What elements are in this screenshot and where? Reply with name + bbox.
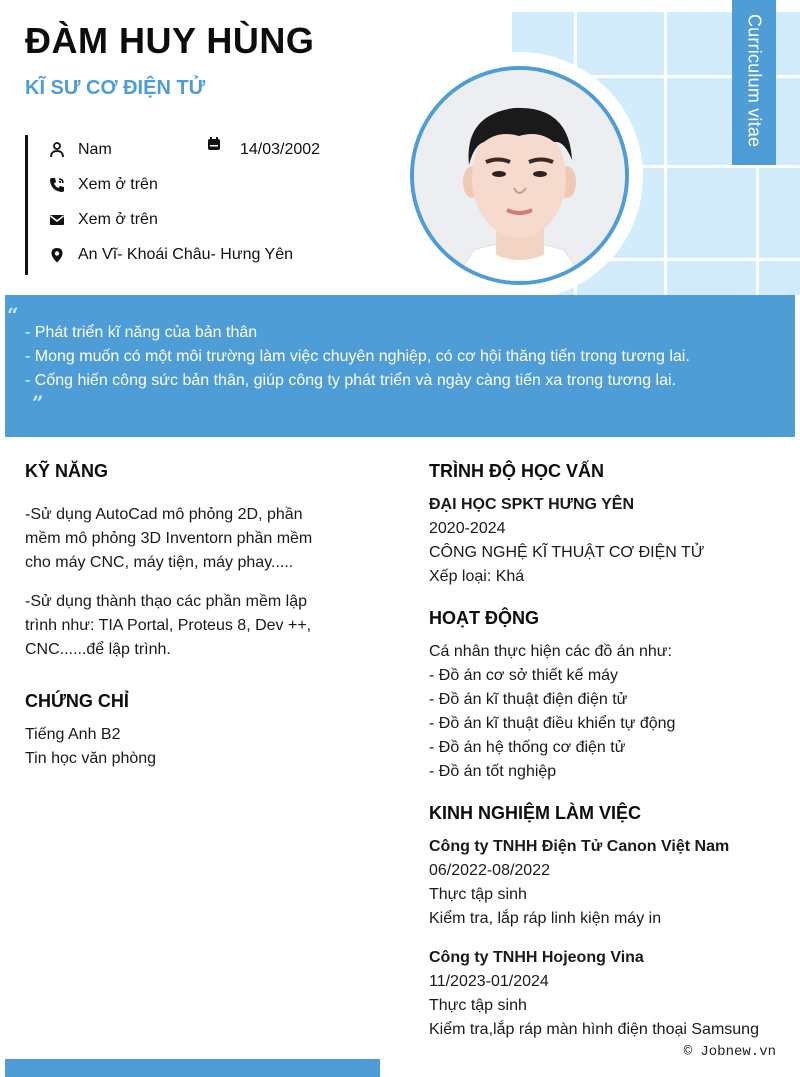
grid-line xyxy=(664,12,667,295)
activity-item: - Đồ án kĩ thuật điều khiển tự động xyxy=(429,715,676,732)
calendar-icon xyxy=(205,135,223,153)
certificates-heading: CHỨNG CHỈ xyxy=(25,691,129,711)
phone-icon xyxy=(48,176,66,194)
job-title: KĨ SƯ CƠ ĐIỆN TỬ xyxy=(25,77,206,99)
personal-info-block xyxy=(25,135,395,275)
candidate-name: ĐÀM HUY HÙNG xyxy=(25,20,315,61)
info-address xyxy=(48,243,293,267)
activities-intro: Cá nhân thực hiện các đồ án như: xyxy=(429,643,672,660)
info-email xyxy=(48,208,158,232)
activity-item: - Đồ án cơ sở thiết kế máy xyxy=(429,667,619,684)
cv-tab-label: Curriculum vitae xyxy=(744,14,765,148)
skill-line: trình như: TIA Portal, Proteus 8, Dev ++, xyxy=(25,617,312,634)
info-birthday xyxy=(205,132,243,156)
education-heading: TRÌNH ĐỘ HỌC VẤN xyxy=(429,461,604,481)
info-birthday-value xyxy=(240,138,320,162)
open-quote-icon: “ xyxy=(7,303,19,327)
education-block xyxy=(429,493,704,589)
skill-line: -Sử dụng AutoCad mô phỏng 2D, phần xyxy=(25,506,303,523)
envelope-icon xyxy=(48,211,66,229)
certificates-list xyxy=(25,723,156,771)
close-quote-icon: ” xyxy=(32,391,44,415)
activities-heading: HOẠT ĐỘNG xyxy=(429,608,539,628)
birthday-value: 14/03/2002 xyxy=(240,141,321,158)
education-major: CÔNG NGHỆ KĨ THUẬT CƠ ĐIỆN TỬ xyxy=(429,544,705,561)
bottom-accent-bar xyxy=(5,1059,380,1077)
skill-item xyxy=(25,590,311,662)
phone-value: Xem ở trên xyxy=(78,176,158,193)
objective-line: - Mong muốn có một môi trường làm việc chuyên nghiệp, có cơ hội thăng tiến trong tương lai. xyxy=(25,348,690,365)
activity-item: - Đồ án kĩ thuật điện điện tử xyxy=(429,691,628,708)
job-period: 11/2023-01/2024 xyxy=(429,973,549,990)
certificate-item: Tiếng Anh B2 xyxy=(25,726,121,743)
portrait-image xyxy=(414,70,625,281)
skill-line: CNC......để lập trình. xyxy=(25,641,171,658)
info-phone xyxy=(48,173,158,197)
objective-line: - Phát triển kĩ năng của bản thân xyxy=(25,324,258,341)
job-entry xyxy=(429,835,729,931)
education-years: 2020-2024 xyxy=(429,520,506,537)
job-role: Thực tập sinh xyxy=(429,997,527,1014)
address-value: An Vĩ- Khoái Châu- Hưng Yên xyxy=(78,246,293,263)
experience-heading: KINH NGHIỆM LÀM VIỆC xyxy=(429,803,642,823)
education-grade: Xếp loại: Khá xyxy=(429,568,525,585)
info-gender xyxy=(48,138,112,162)
skill-item xyxy=(25,503,312,575)
job-period: 06/2022-08/2022 xyxy=(429,862,550,879)
job-entry xyxy=(429,946,759,1042)
profile-photo xyxy=(410,66,629,285)
job-company: Công ty TNHH Hojeong Vina xyxy=(429,949,644,966)
skill-line: mềm mô phỏng 3D Inventorn phần mềm xyxy=(25,530,313,547)
objective-line: - Cống hiến công sức bản thân, giúp công ty phát triển và ngày càng tiến xa trong tương lai. xyxy=(25,372,676,389)
skill-line: -Sử dụng thành thạo các phần mềm lập xyxy=(25,593,307,610)
job-role: Thực tập sinh xyxy=(429,886,527,903)
activity-item: - Đồ án tốt nghiệp xyxy=(429,763,557,780)
copyright-link[interactable]: © Jobnew.vn xyxy=(683,1044,776,1060)
map-pin-icon xyxy=(48,246,66,264)
curriculum-vitae-tab xyxy=(732,0,776,165)
objective-lines xyxy=(25,321,690,393)
activities-block xyxy=(429,640,675,784)
school-name: ĐẠI HỌC SPKT HƯNG YÊN xyxy=(429,496,634,513)
person-icon xyxy=(48,141,66,159)
certificate-item: Tin học văn phòng xyxy=(25,750,157,767)
job-description: Kiểm tra, lắp ráp linh kiện máy in xyxy=(429,910,662,927)
gender-value: Nam xyxy=(78,141,112,158)
skills-heading: KỸ NĂNG xyxy=(25,461,109,481)
email-value: Xem ở trên xyxy=(78,211,158,228)
job-description: Kiểm tra,lắp ráp màn hình điện thoại Samsung xyxy=(429,1021,759,1038)
job-company: Công ty TNHH Điện Tử Canon Việt Nam xyxy=(429,838,730,855)
career-objective xyxy=(5,295,795,437)
skill-line: cho máy CNC, máy tiện, máy phay..... xyxy=(25,554,294,571)
activity-item: - Đồ án hệ thống cơ điện tử xyxy=(429,739,626,756)
